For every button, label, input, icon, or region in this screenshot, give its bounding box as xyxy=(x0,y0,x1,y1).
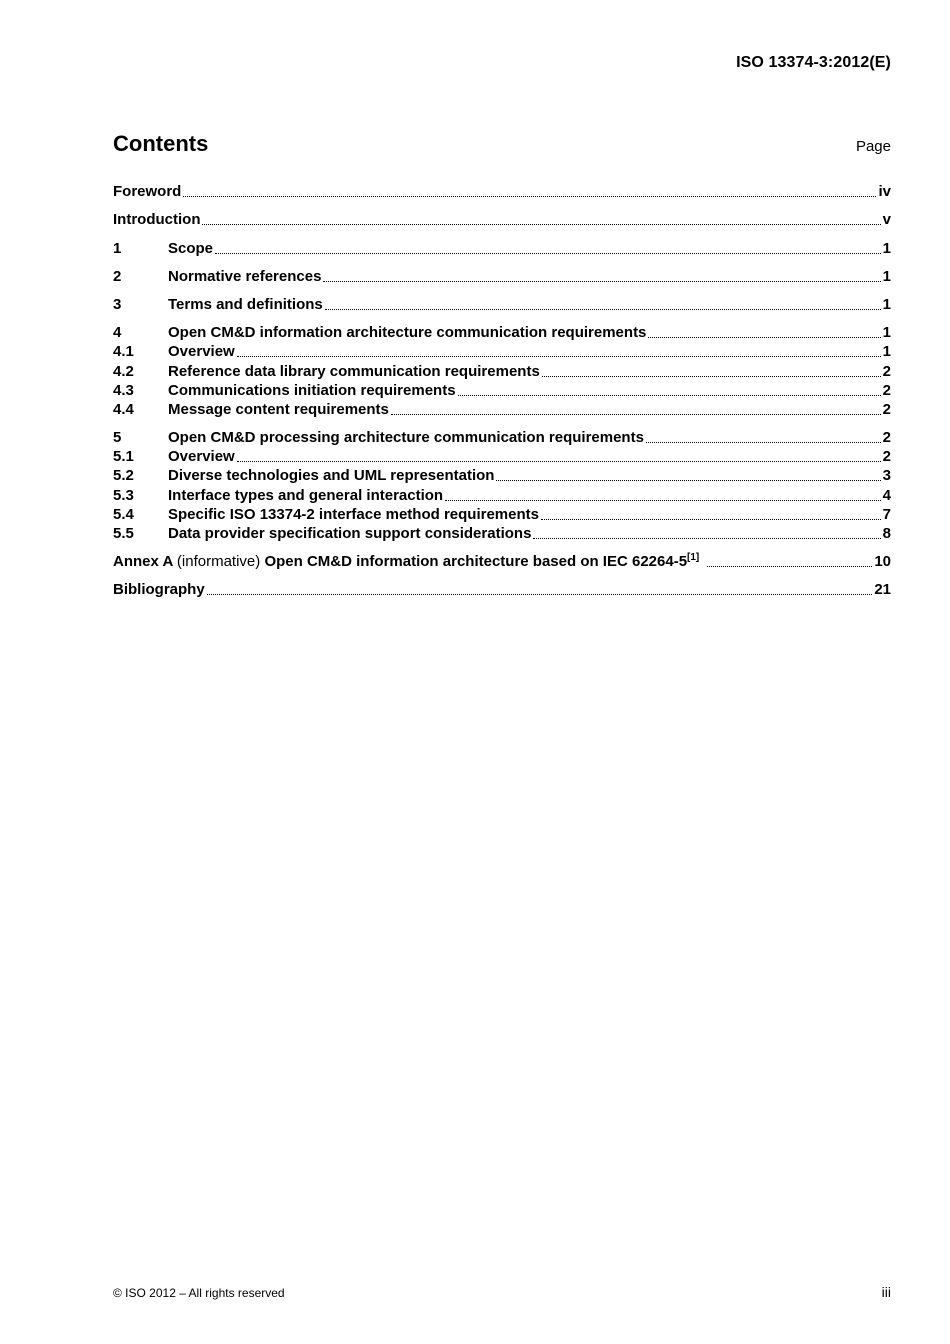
toc-entry-number: 4 xyxy=(113,324,122,341)
dot-leader xyxy=(533,537,880,539)
toc-entry-title: Overview xyxy=(168,448,235,465)
toc-entry-title: Message content requirements xyxy=(168,401,389,418)
copyright-notice: © ISO 2012 – All rights reserved xyxy=(113,1286,285,1300)
dot-leader xyxy=(207,593,873,595)
toc-entry-number: 2 xyxy=(113,268,122,285)
toc-entry-5-5[interactable] xyxy=(113,524,891,543)
toc-entry-number: 5.3 xyxy=(113,487,134,504)
page-number: iii xyxy=(881,1284,891,1300)
toc-entry-page: 8 xyxy=(882,525,891,542)
toc-entry-title: Data provider specification support considerations xyxy=(168,525,532,542)
toc-entry-5[interactable] xyxy=(113,428,891,447)
dot-leader xyxy=(707,565,872,567)
toc-entry-title: Specific ISO 13374-2 interface method requirements xyxy=(168,506,539,523)
toc-entry-5-3[interactable] xyxy=(113,486,891,505)
toc-entry-title: Overview xyxy=(168,343,235,360)
dot-leader xyxy=(648,336,880,338)
dot-leader xyxy=(237,460,881,462)
toc-entry-page: 1 xyxy=(882,343,891,360)
toc-entry-title: Open CM&D processing architecture communication requirements xyxy=(168,429,644,446)
toc-entry-page: 4 xyxy=(882,487,891,504)
toc-entry-page: 1 xyxy=(882,268,891,285)
toc-entry-4-4[interactable] xyxy=(113,400,891,419)
dot-leader xyxy=(541,518,881,520)
toc-entry-4-1[interactable] xyxy=(113,342,891,361)
toc-entry-page: iv xyxy=(878,183,891,200)
toc-entry-number: 4.3 xyxy=(113,382,134,399)
toc-entry-page: 1 xyxy=(882,240,891,257)
toc-entry-page: v xyxy=(882,211,891,228)
toc-entry-bibliography[interactable] xyxy=(113,580,891,599)
toc-entry-2[interactable] xyxy=(113,267,891,286)
annex-label: Annex A xyxy=(113,553,173,570)
toc-entry-number: 5.2 xyxy=(113,467,134,484)
dot-leader xyxy=(202,223,880,225)
dot-leader xyxy=(391,413,881,415)
toc-entry-4[interactable] xyxy=(113,323,891,342)
toc-entry-title xyxy=(113,552,699,571)
toc-entry-page: 21 xyxy=(874,581,891,598)
toc-entry-number: 1 xyxy=(113,240,122,257)
toc-entry-title: Communications initiation requirements xyxy=(168,382,456,399)
annex-title: Open CM&D information architecture based on IEC 62264-5 xyxy=(264,553,688,570)
dot-leader xyxy=(458,394,881,396)
toc-entry-5-2[interactable] xyxy=(113,466,891,485)
contents-heading: Contents xyxy=(113,131,209,156)
toc-entry-title: Reference data library communication requirements xyxy=(168,363,540,380)
toc-entry-foreword[interactable] xyxy=(113,182,891,201)
annex-reference: [1] xyxy=(687,552,700,563)
toc-entry-page: 7 xyxy=(882,506,891,523)
dot-leader xyxy=(183,195,876,197)
annex-qualifier: (informative) xyxy=(176,553,261,570)
toc-entry-page: 2 xyxy=(882,448,891,465)
toc-entry-page: 2 xyxy=(882,401,891,418)
toc-entry-number: 5.4 xyxy=(113,506,134,523)
toc-entry-number: 5 xyxy=(113,429,122,446)
toc-entry-page: 3 xyxy=(882,467,891,484)
dot-leader xyxy=(646,441,881,443)
toc-entry-5-1[interactable] xyxy=(113,447,891,466)
page-column-label: Page xyxy=(855,138,891,155)
toc-entry-5-4[interactable] xyxy=(113,505,891,524)
dot-leader xyxy=(215,252,881,254)
dot-leader xyxy=(445,499,881,501)
dot-leader xyxy=(325,308,881,310)
toc-entry-introduction[interactable] xyxy=(113,210,891,229)
toc-entry-number: 3 xyxy=(113,296,122,313)
toc-entry-page: 2 xyxy=(882,382,891,399)
toc-entry-title: Open CM&D information architecture communication requirements xyxy=(168,324,647,341)
toc-entry-number: 5.1 xyxy=(113,448,134,465)
toc-entry-title: Interface types and general interaction xyxy=(168,487,444,504)
toc-entry-page: 10 xyxy=(874,553,891,570)
toc-entry-4-3[interactable] xyxy=(113,381,891,400)
toc-entry-page: 1 xyxy=(882,324,891,341)
toc-entry-page: 1 xyxy=(882,296,891,313)
toc-entry-number: 4.1 xyxy=(113,343,134,360)
toc-entry-4-2[interactable] xyxy=(113,362,891,381)
toc-entry-page: 2 xyxy=(882,363,891,380)
toc-entry-number: 4.2 xyxy=(113,363,134,380)
toc-entry-number: 4.4 xyxy=(113,401,134,418)
toc-entry-3[interactable] xyxy=(113,295,891,314)
dot-leader xyxy=(542,375,881,377)
toc-entry-title: Bibliography xyxy=(113,581,205,598)
document-id: ISO 13374-3:2012(E) xyxy=(736,54,891,71)
toc-entry-title: Diverse technologies and UML representation xyxy=(168,467,495,484)
toc-entry-number: 5.5 xyxy=(113,525,134,542)
dot-leader xyxy=(496,479,880,481)
toc-entry-title: Introduction xyxy=(113,211,201,228)
toc-entry-annex-a[interactable] xyxy=(113,552,891,571)
toc-entry-1[interactable] xyxy=(113,239,891,258)
toc-entry-title: Scope xyxy=(168,240,214,257)
dot-leader xyxy=(323,280,880,282)
toc-entry-page: 2 xyxy=(882,429,891,446)
toc-entry-title: Foreword xyxy=(113,183,182,200)
toc-entry-title: Terms and definitions xyxy=(168,296,323,313)
toc-entry-title: Normative references xyxy=(168,268,322,285)
dot-leader xyxy=(237,355,881,357)
